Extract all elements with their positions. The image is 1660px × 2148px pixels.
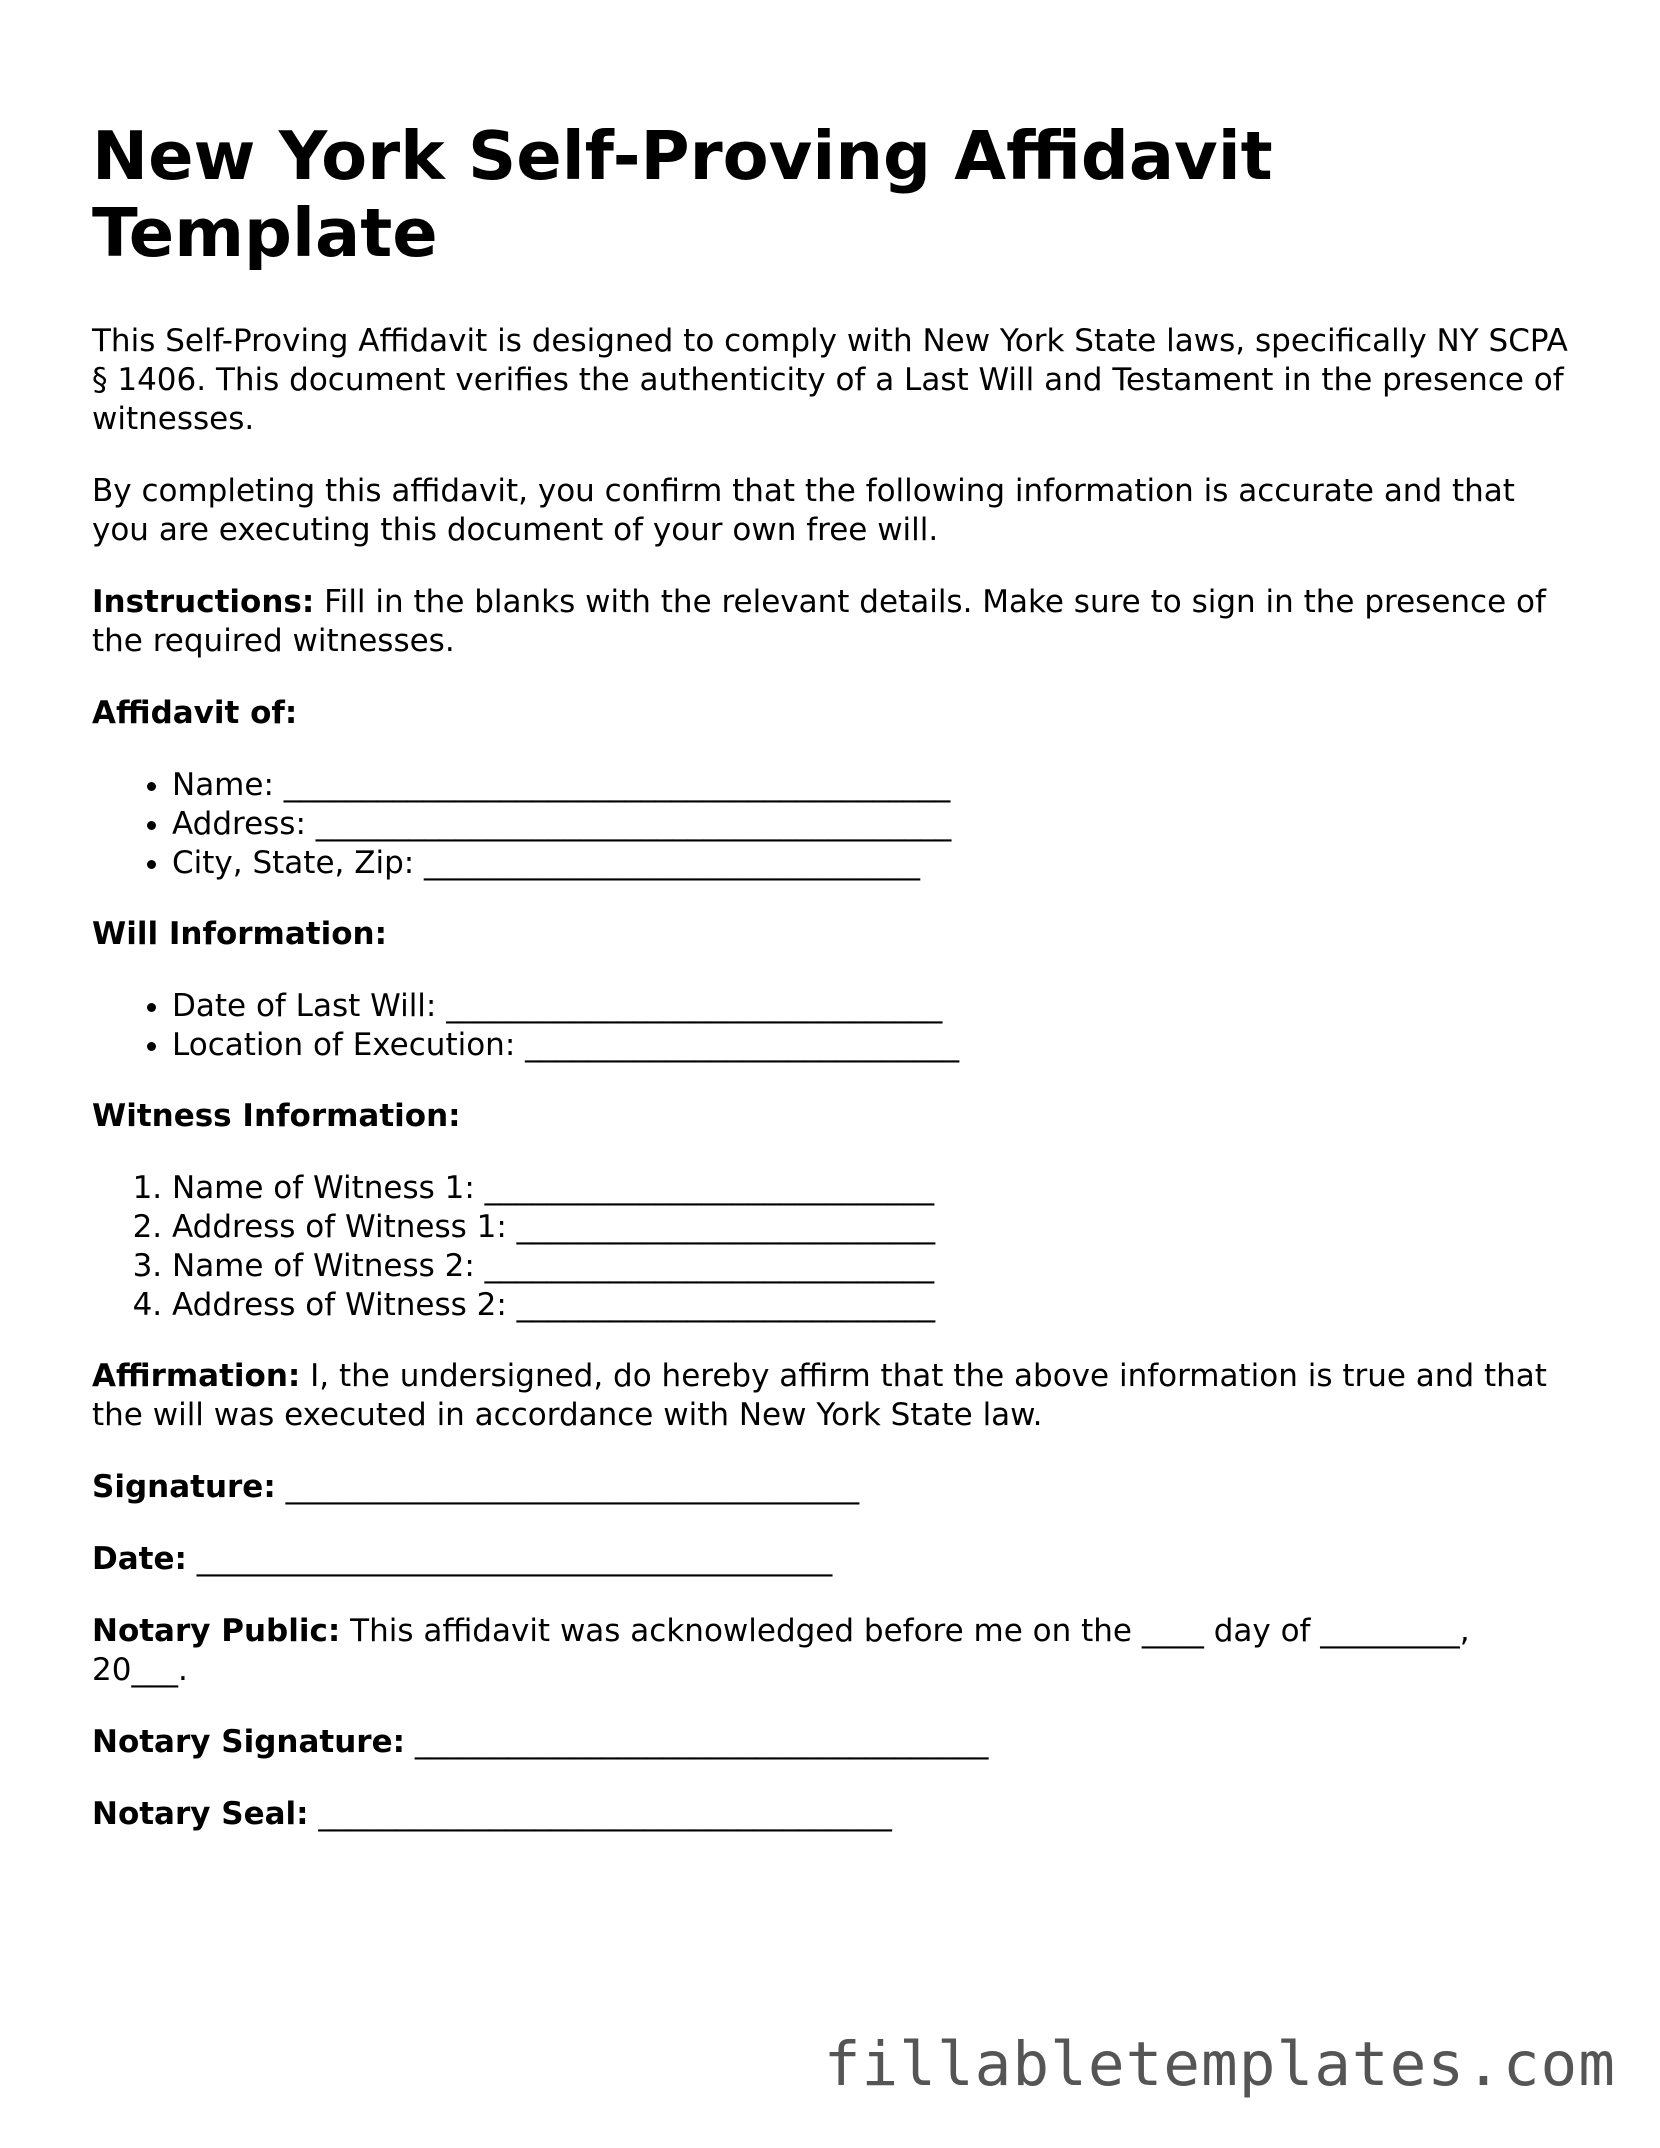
will-information-list (92, 987, 1572, 1065)
affidavit-of-list (92, 766, 1572, 883)
notary-public-text[interactable]: This affidavit was acknowledged before me on the ____ day of _________, 20___. (92, 1613, 1470, 1688)
witness-information-list (92, 1169, 1572, 1325)
signature-blank[interactable]: _____________________________________ (275, 1469, 860, 1505)
notary-seal-blank[interactable]: _____________________________________ (308, 1796, 892, 1832)
intro-paragraph-1: This Self-Proving Affidavit is designed to comply with New York State laws, specifically NY SCPA § 1406. This document verifies the authenticity of a Last Will and Testament in the presence of witnesses. (92, 323, 1568, 437)
affirmation-label: Affirmation: (92, 1358, 301, 1394)
location-of-execution-field[interactable]: • Location of Execution: ____________________________ (172, 1026, 1572, 1065)
document-page (92, 118, 1572, 1867)
affirmation-text: I, the undersigned, do hereby affirm that the above information is true and that the will was executed in accordance with New York State law. (92, 1358, 1547, 1433)
intro-paragraph-2: By completing this affidavit, you confirm that the following information is accurate and that you are executing this document of your own free will. (92, 473, 1515, 548)
date-of-last-will-field[interactable]: • Date of Last Will: ________________________________ (172, 987, 1572, 1026)
instructions-text: Fill in the blanks with the relevant details. Make sure to sign in the presence of the required witnesses. (92, 584, 1546, 659)
name-field[interactable]: • Name: ___________________________________________ (172, 766, 1572, 805)
witness-2-address-field[interactable]: 4. Address of Witness 2: ___________________________ (172, 1286, 1572, 1325)
witness-information-heading: Witness Information: (92, 1098, 461, 1134)
date-blank[interactable]: _________________________________________ (186, 1541, 833, 1577)
notary-public-paragraph (92, 1612, 1572, 1690)
signature-label: Signature: (92, 1469, 276, 1505)
notary-signature-blank[interactable]: _____________________________________ (405, 1724, 989, 1760)
page-title: New York Self-Proving Affidavit Template (92, 117, 1273, 272)
notary-signature-line (92, 1723, 1572, 1762)
affidavit-of-heading: Affidavit of: (92, 695, 298, 731)
signature-line (92, 1468, 1572, 1507)
witness-1-address-field[interactable]: 2. Address of Witness 1: ___________________________ (172, 1208, 1572, 1247)
witness-2-name-field[interactable]: 3. Name of Witness 2: _____________________________ (172, 1247, 1572, 1286)
watermark: fillabletemplates.com (823, 2029, 1616, 2100)
address-field[interactable]: • Address: _________________________________________ (172, 805, 1572, 844)
instructions-label: Instructions: (92, 584, 315, 620)
affirmation-paragraph (92, 1357, 1572, 1435)
will-information-heading: Will Information: (92, 916, 387, 952)
city-state-zip-field[interactable]: • City, State, Zip: ________________________________ (172, 844, 1572, 883)
notary-public-label: Notary Public: (92, 1613, 341, 1649)
notary-seal-label: Notary Seal: (92, 1796, 309, 1832)
date-label: Date: (92, 1541, 187, 1577)
witness-1-name-field[interactable]: 1. Name of Witness 1: _____________________________ (172, 1169, 1572, 1208)
instructions-paragraph (92, 583, 1572, 661)
date-line (92, 1540, 1572, 1579)
notary-signature-label: Notary Signature: (92, 1724, 405, 1760)
notary-seal-line (92, 1795, 1572, 1834)
